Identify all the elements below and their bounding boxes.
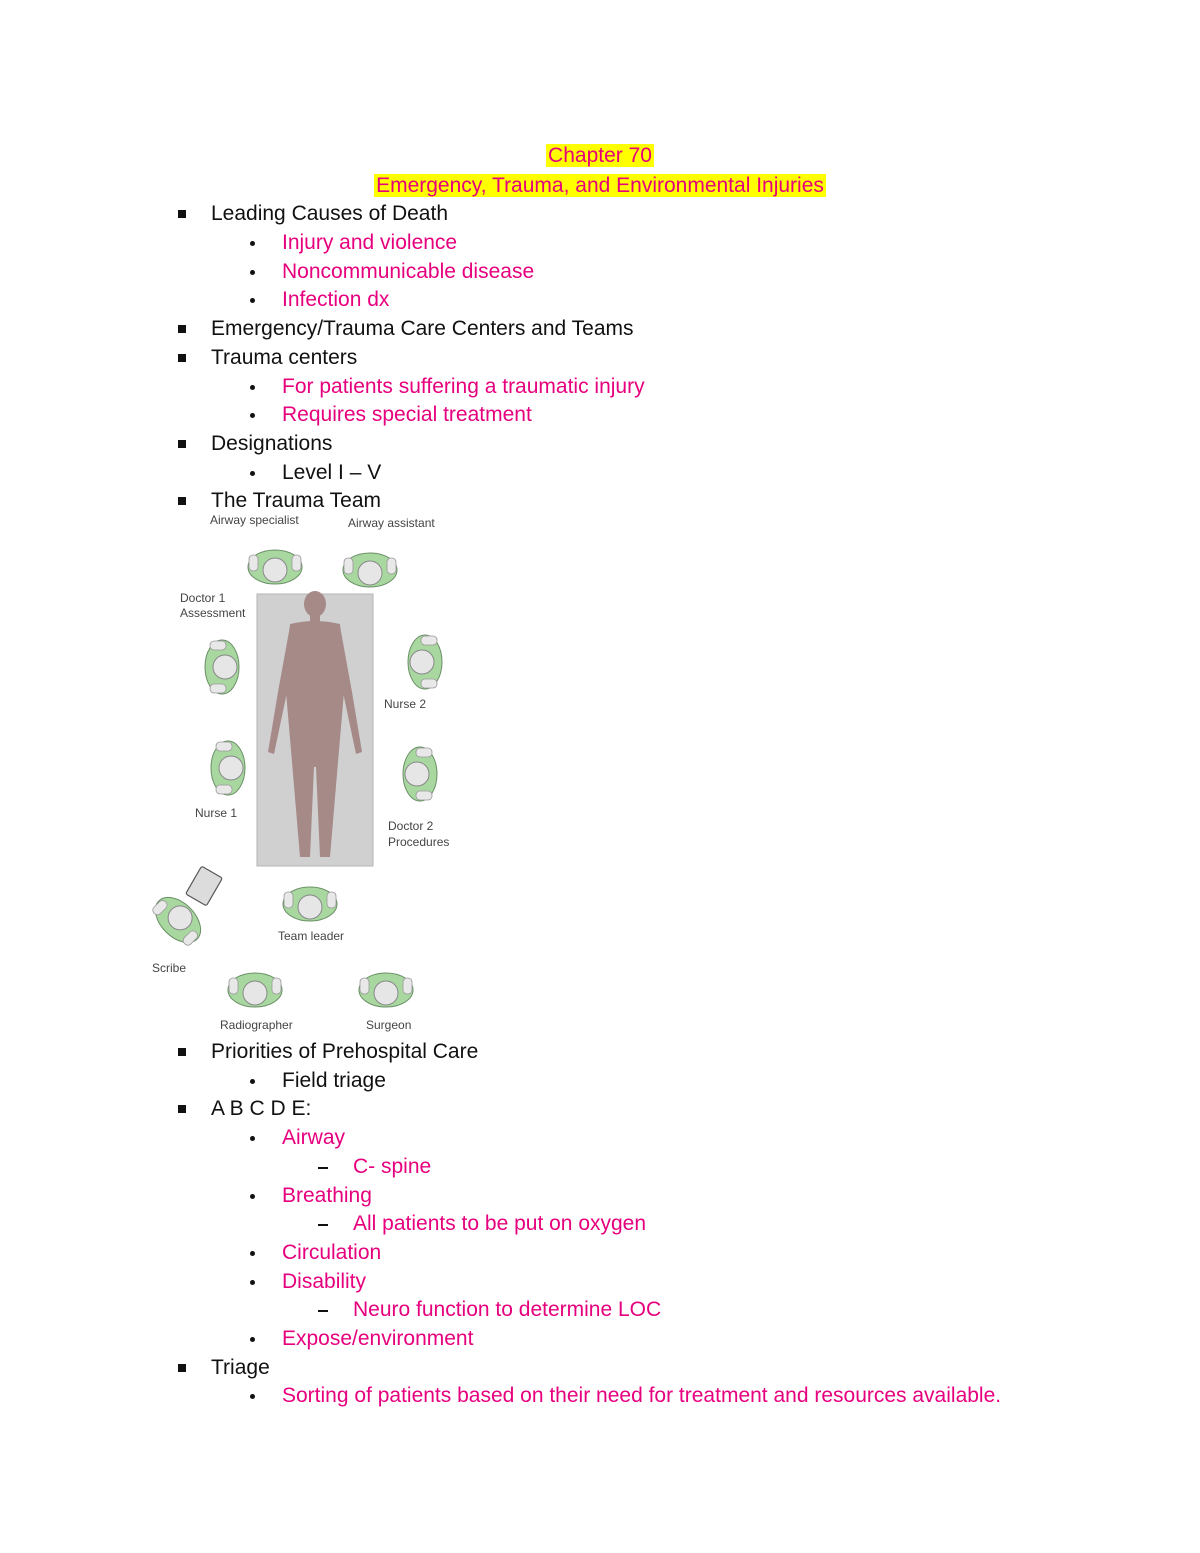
label-surgeon: Surgeon	[366, 1018, 412, 1032]
airway-assistant-figure	[343, 553, 397, 587]
label-doctor1-line2: Assessment	[180, 606, 246, 620]
label-nurse2: Nurse 2	[384, 697, 427, 711]
nurse1-figure	[211, 741, 245, 795]
round-bullet-icon	[250, 1337, 255, 1342]
round-bullet-icon	[250, 1194, 255, 1199]
outline-item: Level I – V	[282, 461, 382, 484]
label-doctor2-line2: Procedures	[388, 835, 450, 849]
outline-item: Requires special treatment	[282, 403, 532, 426]
outline-item: Sorting of patients based on their need for treatment and resources available.	[282, 1384, 1002, 1407]
outline-heading: Leading Causes of Death	[211, 202, 448, 225]
square-bullet-icon	[178, 325, 186, 333]
outline-item: Breathing	[282, 1184, 372, 1207]
round-bullet-icon	[250, 1079, 255, 1084]
round-bullet-icon	[250, 385, 255, 390]
outline-heading: Trauma centers	[211, 346, 358, 369]
round-bullet-icon	[250, 471, 255, 476]
outline-subitem: All patients to be put on oxygen	[353, 1212, 647, 1235]
radiographer-figure	[228, 973, 282, 1007]
surgeon-figure	[359, 973, 413, 1007]
round-bullet-icon	[250, 1394, 255, 1399]
outline-item: For patients suffering a traumatic injury	[282, 375, 645, 398]
square-bullet-icon	[178, 1105, 186, 1113]
round-bullet-icon	[250, 1136, 255, 1141]
outline-subitem: C- spine	[353, 1155, 432, 1178]
outline-item: Expose/environment	[282, 1327, 474, 1350]
outline-heading: Emergency/Trauma Care Centers and Teams	[211, 317, 634, 340]
outline-item: Injury and violence	[282, 231, 458, 254]
outline-heading: Triage	[211, 1356, 270, 1379]
doctor1-figure	[205, 640, 239, 694]
round-bullet-icon	[250, 1280, 255, 1285]
airway-specialist-figure	[248, 550, 302, 584]
round-bullet-icon	[250, 413, 255, 418]
outline-subitem: Neuro function to determine LOC	[353, 1298, 662, 1321]
round-bullet-icon	[250, 298, 255, 303]
square-bullet-icon	[178, 1048, 186, 1056]
label-nurse1: Nurse 1	[195, 806, 238, 820]
dash-bullet-icon	[318, 1224, 328, 1226]
doctor2-figure	[403, 747, 437, 801]
label-radiographer: Radiographer	[220, 1018, 293, 1032]
chapter-title: Emergency, Trauma, and Environmental Injuries	[376, 174, 824, 197]
chapter-heading: Chapter 70	[548, 144, 652, 167]
square-bullet-icon	[178, 210, 186, 218]
square-bullet-icon	[178, 1364, 186, 1372]
square-bullet-icon	[178, 354, 186, 362]
label-airway-assistant: Airway assistant	[348, 516, 435, 530]
round-bullet-icon	[250, 270, 255, 275]
outline-item: Infection dx	[282, 288, 390, 311]
label-team-leader: Team leader	[278, 929, 345, 943]
round-bullet-icon	[250, 1251, 255, 1256]
team-leader-figure	[283, 887, 337, 921]
outline-item: Noncommunicable disease	[282, 260, 535, 283]
outline-item: Field triage	[282, 1069, 386, 1092]
outline-item: Circulation	[282, 1241, 382, 1264]
dash-bullet-icon	[318, 1167, 328, 1169]
dash-bullet-icon	[318, 1310, 328, 1312]
clipboard-icon	[186, 866, 223, 906]
outline-item: Disability	[282, 1270, 367, 1293]
outline-heading: Designations	[211, 432, 333, 455]
label-airway-specialist: Airway specialist	[210, 513, 299, 527]
outline-item: Airway	[282, 1126, 346, 1149]
label-scribe: Scribe	[152, 961, 187, 975]
label-doctor1-line1: Doctor 1	[180, 591, 226, 605]
label-doctor2-line1: Doctor 2	[388, 819, 434, 833]
outline-heading: Priorities of Prehospital Care	[211, 1040, 479, 1063]
square-bullet-icon	[178, 440, 186, 448]
round-bullet-icon	[250, 241, 255, 246]
trauma-team-diagram	[140, 512, 470, 1037]
outline-heading: A B C D E:	[211, 1097, 312, 1120]
square-bullet-icon	[178, 497, 186, 505]
nurse2-figure	[408, 635, 442, 689]
outline-heading: The Trauma Team	[211, 489, 382, 512]
